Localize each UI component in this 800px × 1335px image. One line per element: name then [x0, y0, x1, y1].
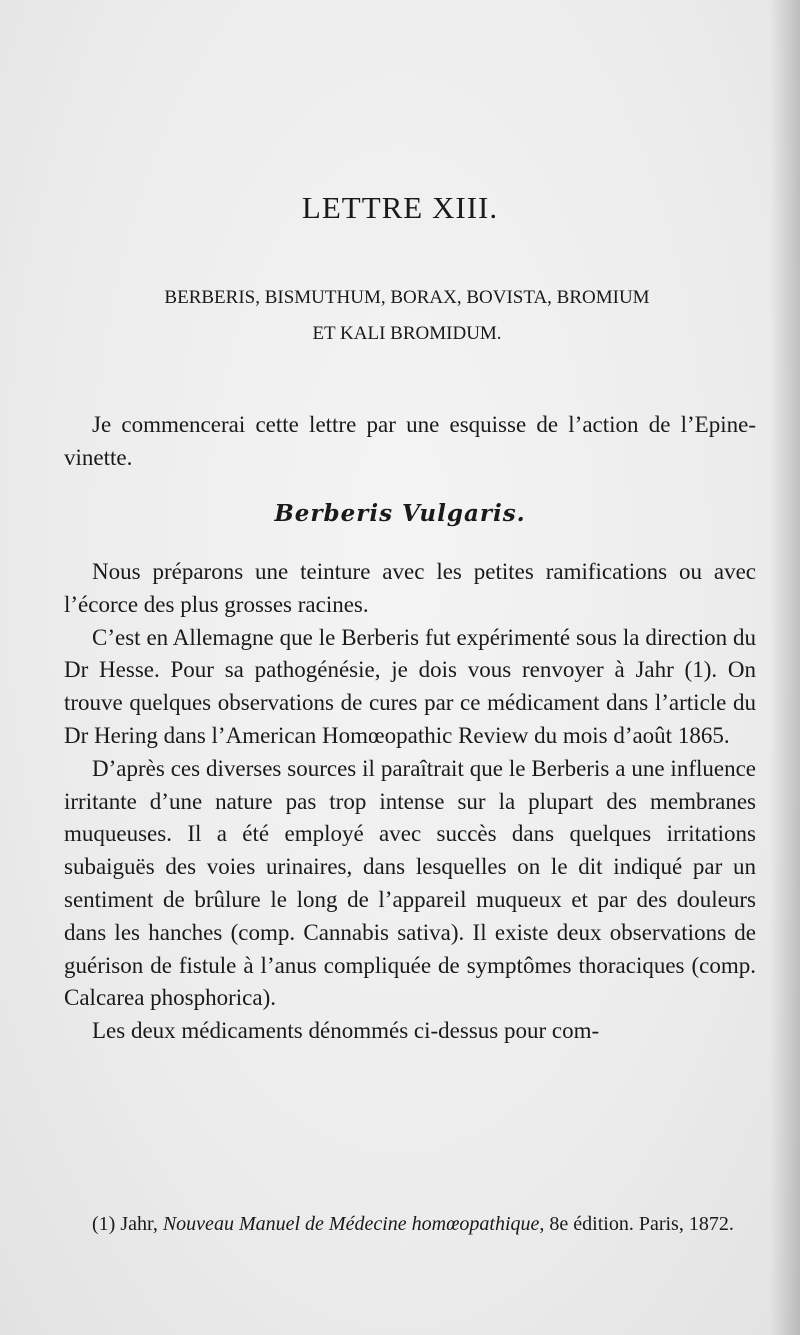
- footnote-rest: , 8e édition. Paris, 1872.: [539, 1213, 734, 1235]
- intro-block: [64, 409, 756, 475]
- paragraph-2: C’est en Allemagne que le Berberis fut expérimenté sous la direction du Dr Hesse. Pour sa pathogénésie, je dois vous renvoyer à Jahr (1). On trouve quelques observations de cures par ce médicament dans l’article du Dr Hering dans l’American Homœopathic Review du mois d’août 1865.: [64, 624, 756, 748]
- footnote-book-title: Nouveau Manuel de Médecine homœopathique: [162, 1213, 540, 1235]
- chapter-title: LETTRE XIII.: [301, 190, 499, 225]
- paragraph-3: D’après ces diverses sources il paraîtrait que le Berberis a une influence irritante d’une nature pas trop intense sur la plupart des membranes muqueuses. Il a été employé avec succès dans quelques irritations subaiguës des voies urinaires, dans lesquelles on le dit indiqué par un sentiment de brûlure le long de l’appareil muqueux et par des douleurs dans les hanches (comp. Cannabis sativa). Il existe deux observations de guérison de fistule à l’anus compliquée de symptômes thoraciques (comp. Calcarea phosphorica).: [64, 755, 756, 1011]
- section-heading: Berberis Vulgaris.: [274, 500, 526, 527]
- main-text: [64, 556, 756, 1048]
- footnote: [64, 1210, 756, 1238]
- chapter-subtitle: [64, 280, 750, 352]
- paragraph-1: Nous préparons une teinture avec les petites ramifications ou avec l’écorce des plus grosses racines.: [64, 559, 756, 617]
- subtitle-line-2: ET KALI BROMIDUM.: [312, 323, 502, 344]
- subtitle-line-1: BERBERIS, BISMUTHUM, BORAX, BOVISTA, BROMIUM: [164, 287, 650, 308]
- footnote-mark: (1) Jahr,: [92, 1213, 163, 1235]
- paragraph-4: Les deux médicaments dénommés ci-dessus pour com-: [92, 1018, 600, 1044]
- intro-paragraph: Je commencerai cette lettre par une esquisse de l’action de l’Epine-vinette.: [64, 412, 756, 470]
